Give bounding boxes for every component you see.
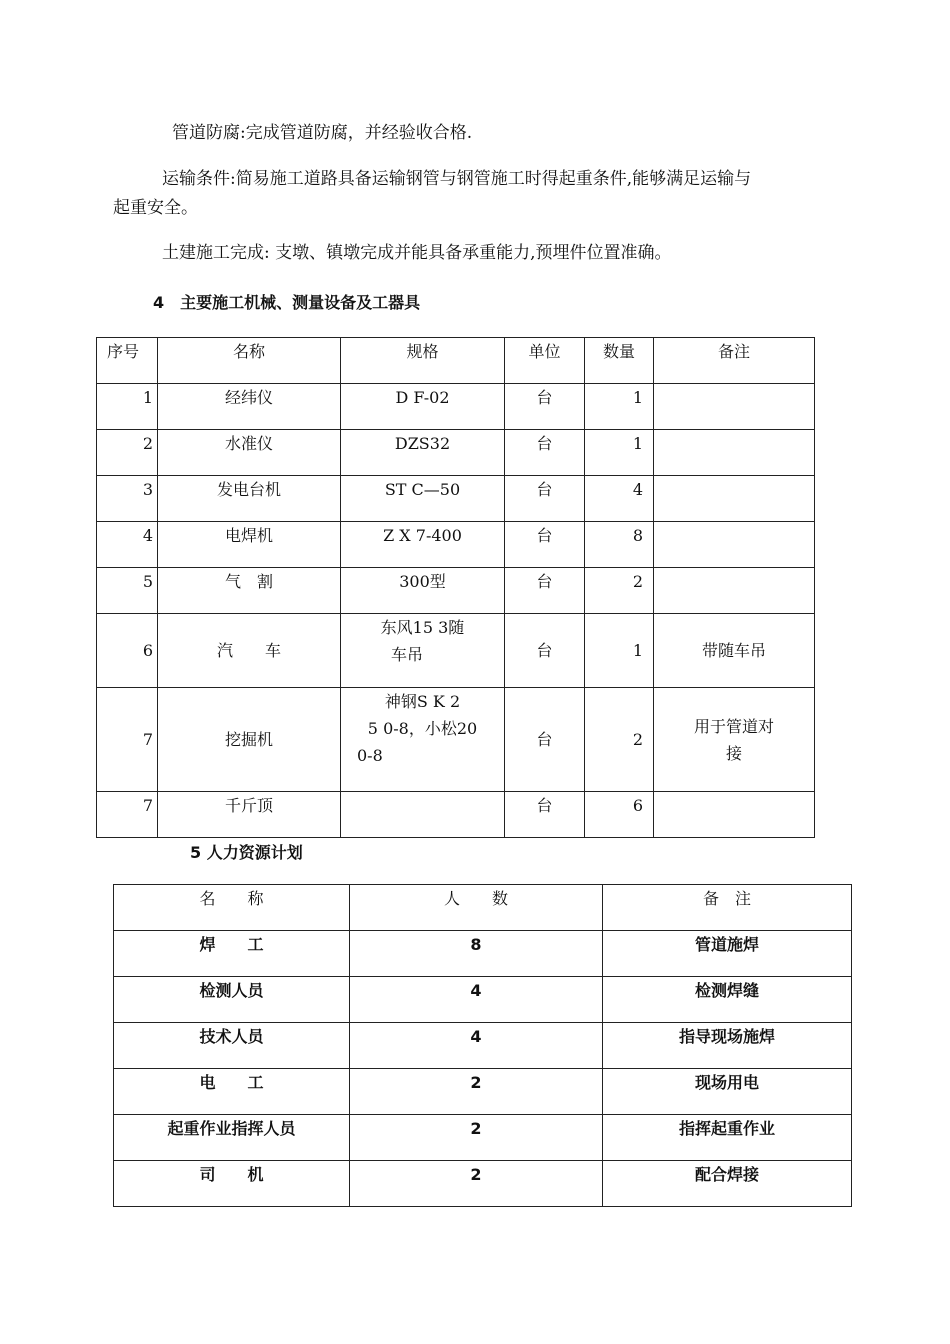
staff-table <box>113 884 852 1207</box>
row-number: 5 <box>97 568 158 614</box>
row-number: 3 <box>97 476 158 522</box>
table-row <box>97 430 815 476</box>
equipment-spec <box>341 688 505 792</box>
header-cell: 备 注 <box>603 885 852 931</box>
equipment-note <box>654 792 815 838</box>
equipment-name: 发电台机 <box>158 476 341 522</box>
equipment-name: 电焊机 <box>158 522 341 568</box>
note-line: 接 <box>726 743 743 763</box>
equipment-spec: DZS32 <box>341 430 505 476</box>
equipment-name: 气 割 <box>158 568 341 614</box>
equipment-spec: ST C—50 <box>341 476 505 522</box>
equipment-unit: 台 <box>505 384 585 430</box>
spec-line: 车吊 <box>391 645 424 664</box>
equipment-name: 挖掘机 <box>158 688 341 792</box>
equipment-note <box>654 522 815 568</box>
equipment-qty: 1 <box>585 384 654 430</box>
staff-header-row <box>114 885 852 931</box>
equipment-spec <box>341 614 505 688</box>
header-cell: 数量 <box>585 338 654 384</box>
equipment-qty: 4 <box>585 476 654 522</box>
table-row <box>97 384 815 430</box>
staff-role: 检测人员 <box>114 977 350 1023</box>
staff-note: 管道施焊 <box>603 931 852 977</box>
equipment-unit: 台 <box>505 688 585 792</box>
equipment-qty: 2 <box>585 568 654 614</box>
staff-role: 起重作业指挥人员 <box>114 1115 350 1161</box>
table-row <box>97 568 815 614</box>
staff-note: 配合焊接 <box>603 1161 852 1207</box>
staff-count: 2 <box>350 1161 603 1207</box>
header-cell: 规格 <box>341 338 505 384</box>
header-cell: 人 数 <box>350 885 603 931</box>
equipment-unit: 台 <box>505 430 585 476</box>
spec-line: 5 0-8，小松20 <box>367 719 478 738</box>
spec-line: 0-8 <box>357 746 383 765</box>
row-number: 2 <box>97 430 158 476</box>
staff-role: 司 机 <box>114 1161 350 1207</box>
row-number: 4 <box>97 522 158 568</box>
equipment-name: 汽 车 <box>158 614 341 688</box>
staff-count: 2 <box>350 1069 603 1115</box>
staff-note: 检测焊缝 <box>603 977 852 1023</box>
section-5-heading: 5 人力资源计划 <box>190 843 303 862</box>
header-cell: 名称 <box>158 338 341 384</box>
row-number: 6 <box>97 614 158 688</box>
staff-count: 4 <box>350 1023 603 1069</box>
equipment-spec: D F-02 <box>341 384 505 430</box>
equipment-note <box>654 688 815 792</box>
table-row <box>114 1069 852 1115</box>
equipment-qty: 8 <box>585 522 654 568</box>
equipment-qty: 1 <box>585 614 654 688</box>
equipment-table <box>96 337 815 838</box>
equipment-name: 经纬仪 <box>158 384 341 430</box>
table-row <box>114 1115 852 1161</box>
equipment-unit: 台 <box>505 568 585 614</box>
row-number: 1 <box>97 384 158 430</box>
equipment-spec: 300型 <box>341 568 505 614</box>
equipment-qty: 2 <box>585 688 654 792</box>
staff-count: 8 <box>350 931 603 977</box>
equipment-header-row <box>97 338 815 384</box>
row-number: 7 <box>97 688 158 792</box>
table-row <box>97 522 815 568</box>
paragraph-anticorrosion: 管道防腐:完成管道防腐，并经验收合格. <box>172 123 473 143</box>
equipment-note: 带随车吊 <box>654 614 815 688</box>
equipment-unit: 台 <box>505 792 585 838</box>
row-number: 7 <box>97 792 158 838</box>
staff-note: 指挥起重作业 <box>603 1115 852 1161</box>
equipment-spec <box>341 792 505 838</box>
staff-note: 现场用电 <box>603 1069 852 1115</box>
spec-line: 东风15 3随 <box>380 618 465 637</box>
note-line: 用于管道对 <box>693 716 774 736</box>
equipment-name: 千斤顶 <box>158 792 341 838</box>
table-row <box>114 1161 852 1207</box>
paragraph-civil-works: 土建施工完成: 支墩、镇墩完成并能具备承重能力,预埋件位置准确。 <box>162 243 672 263</box>
header-cell: 备注 <box>654 338 815 384</box>
header-cell: 名 称 <box>114 885 350 931</box>
table-row <box>114 1023 852 1069</box>
staff-role: 电 工 <box>114 1069 350 1115</box>
paragraph-transport-line1: 运输条件:简易施工道路具备运输钢管与钢管施工时得起重条件,能够满足运输与 <box>162 169 752 189</box>
spec-line: 神钢S K 2 <box>384 692 461 711</box>
equipment-note <box>654 430 815 476</box>
staff-note: 指导现场施焊 <box>603 1023 852 1069</box>
equipment-unit: 台 <box>505 614 585 688</box>
staff-role: 技术人员 <box>114 1023 350 1069</box>
table-row <box>97 792 815 838</box>
table-row <box>114 931 852 977</box>
staff-count: 4 <box>350 977 603 1023</box>
section-4-heading: 4 主要施工机械、测量设备及工器具 <box>153 293 421 312</box>
header-cell: 单位 <box>505 338 585 384</box>
equipment-spec: Z X 7-400 <box>341 522 505 568</box>
equipment-qty: 1 <box>585 430 654 476</box>
staff-role: 焊 工 <box>114 931 350 977</box>
equipment-note <box>654 568 815 614</box>
equipment-note <box>654 476 815 522</box>
equipment-unit: 台 <box>505 476 585 522</box>
equipment-note <box>654 384 815 430</box>
table-row <box>97 614 815 688</box>
header-cell: 序号 <box>97 338 158 384</box>
paragraph-transport-line2: 起重安全。 <box>113 198 198 218</box>
table-row <box>114 977 852 1023</box>
equipment-qty: 6 <box>585 792 654 838</box>
equipment-unit: 台 <box>505 522 585 568</box>
table-row <box>97 688 815 792</box>
staff-count: 2 <box>350 1115 603 1161</box>
table-row <box>97 476 815 522</box>
equipment-name: 水准仪 <box>158 430 341 476</box>
